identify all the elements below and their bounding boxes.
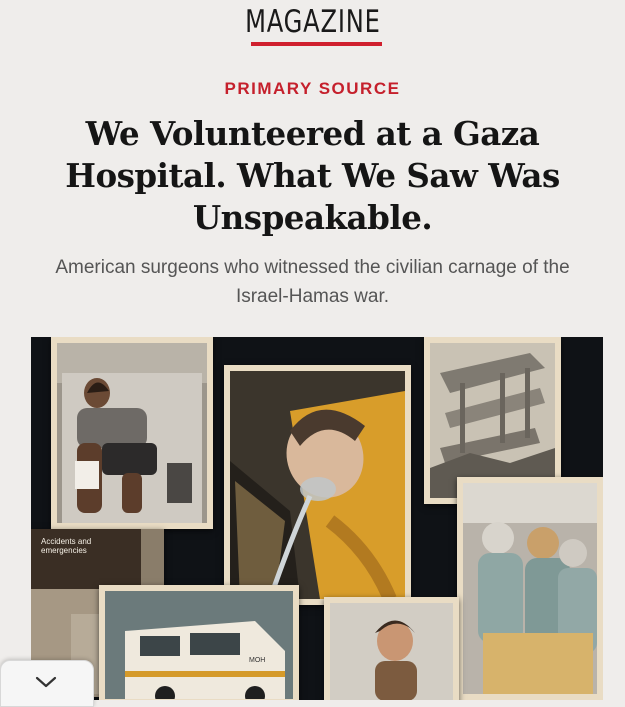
ambulance-text: MOH (249, 657, 266, 664)
er-sign-text: Accidents and emergencies (41, 537, 92, 555)
article-kicker[interactable]: PRIMARY SOURCE (224, 79, 401, 98)
article-headline: We Volunteered at a Gaza Hospital. What We Saw Was Unspeakable. (65, 114, 560, 237)
chevron-down-icon (34, 675, 58, 689)
magazine-logo[interactable]: MAGAZINE (244, 4, 381, 40)
ambulance-image (105, 591, 293, 699)
patient-bed-image (57, 343, 207, 523)
girl-image (330, 603, 453, 700)
collage-photo-ambulance (99, 585, 299, 700)
masthead-logo-wrap[interactable] (0, 4, 625, 40)
collage-photo-child-mask (224, 365, 411, 605)
article-dek: American surgeons who witnessed the civilian carnage of the Israel-Hamas war. (55, 257, 570, 307)
child-mask-image (230, 371, 405, 599)
surgeons-image (463, 483, 597, 694)
masthead-rule (251, 42, 382, 46)
hero-collage (31, 337, 603, 700)
collage-photo-surgeons (457, 477, 603, 700)
rubble-image (430, 343, 555, 498)
collage-photo-patient-bed (51, 337, 213, 529)
collage-photo-girl (324, 597, 459, 700)
